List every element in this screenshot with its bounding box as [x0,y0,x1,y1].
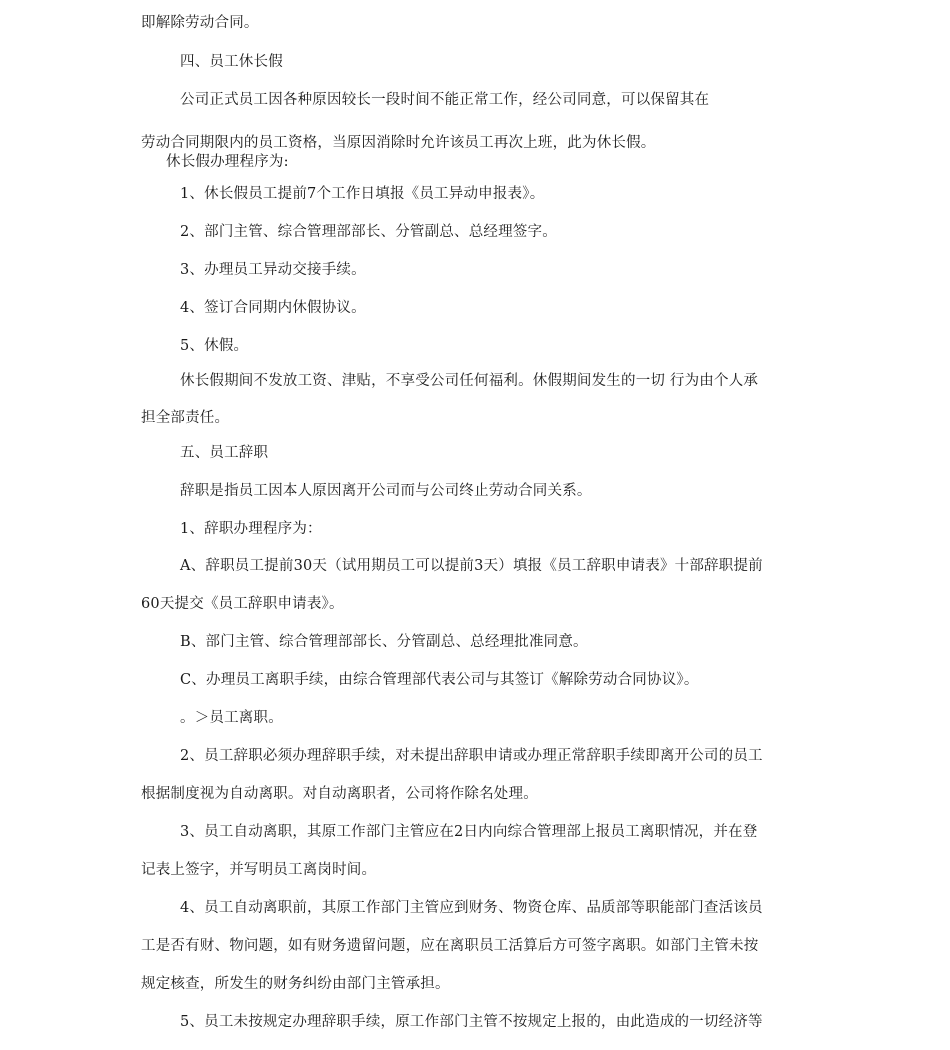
text-line-3: 公司正式员工因各种原因较长一段时间不能正常工作，经公司同意，可以保留其在 [180,92,710,108]
text-line-12: 担全部责任。 [141,410,230,426]
text-line-20: 。＞员工离职。 [180,710,283,726]
text-line-1: 即解除劳动合同。 [141,15,259,31]
text-line-27: 规定核查，所发生的财务纠纷由部门主管承担。 [141,976,450,992]
text-line-18: B、部门主管、综合管理部部长、分管副总、总经理批准同意。 [180,634,588,650]
text-line-14: 辞职是指员工因本人原因离开公司而与公司终止劳动合同关系。 [180,483,592,499]
list-item-4: 4、签订合同期内休假协议。 [180,300,366,316]
text-line-19: C、办理员工离职手续，由综合管理部代表公司与其签订《解除劳动合同协议》。 [180,672,699,688]
list-item-resign-5: 5、员工未按规定办理辞职手续，原工作部门主管不按规定上报的，由此造成的一切经济等 [180,1014,763,1030]
list-item-resign-4: 4、员工自动离职前，其原工作部门主管应到财务、物资仓库、品质部等职能部门查活该员 [180,900,763,916]
text-line-17: 60天提交《员工辞职申请表》。 [141,596,344,612]
text-line-5: 休长假办理程序为: [166,154,289,170]
list-item-resign-3: 3、员工自动离职，其原工作部门主管应在2日内向综合管理部上报员工离职情况，并在登 [180,824,758,840]
list-item-5: 5、休假。 [180,338,249,354]
text-line-11: 休长假期间不发放工资、津贴，不享受公司任何福利。休假期间发生的一切 行为由个人承 [180,373,759,389]
list-item-2: 2、部门主管、综合管理部部长、分管副总、总经理签字。 [180,224,557,240]
text-line-16: A、辞职员工提前30天（试用期员工可以提前3天）填报《员工辞职申请表》十部辞职提前 [180,558,763,574]
text-line-24: 记表上签字，并写明员工离岗时间。 [141,862,377,878]
text-line-26: 工是否有财、物问题，如有财务遗留问题，应在离职员工活算后方可签字离职。如部门主管未按 [141,938,759,954]
list-item-resign-1: 1、辞职办理程序为： [180,521,322,537]
list-item-resign-2: 2、员工辞职必须办理辞职手续，对未提出辞职申请或办理正常辞职手续即离开公司的员工 [180,748,763,764]
text-line-22: 根据制度视为自动离职。对自动离职者，公司将作除名处理。 [141,786,538,802]
list-item-3: 3、办理员工异动交接手续。 [180,262,366,278]
text-line-4: 劳动合同期限内的员工资格，当原因消除时允许该员工再次上班，此为休长假。 [141,135,656,151]
section-heading-5: 五、员工辞职 [180,445,269,461]
section-heading-4: 四、员工休长假 [180,54,283,70]
list-item-1: 1、休长假员工提前7个工作日填报《员工异动申报表》。 [180,186,545,202]
